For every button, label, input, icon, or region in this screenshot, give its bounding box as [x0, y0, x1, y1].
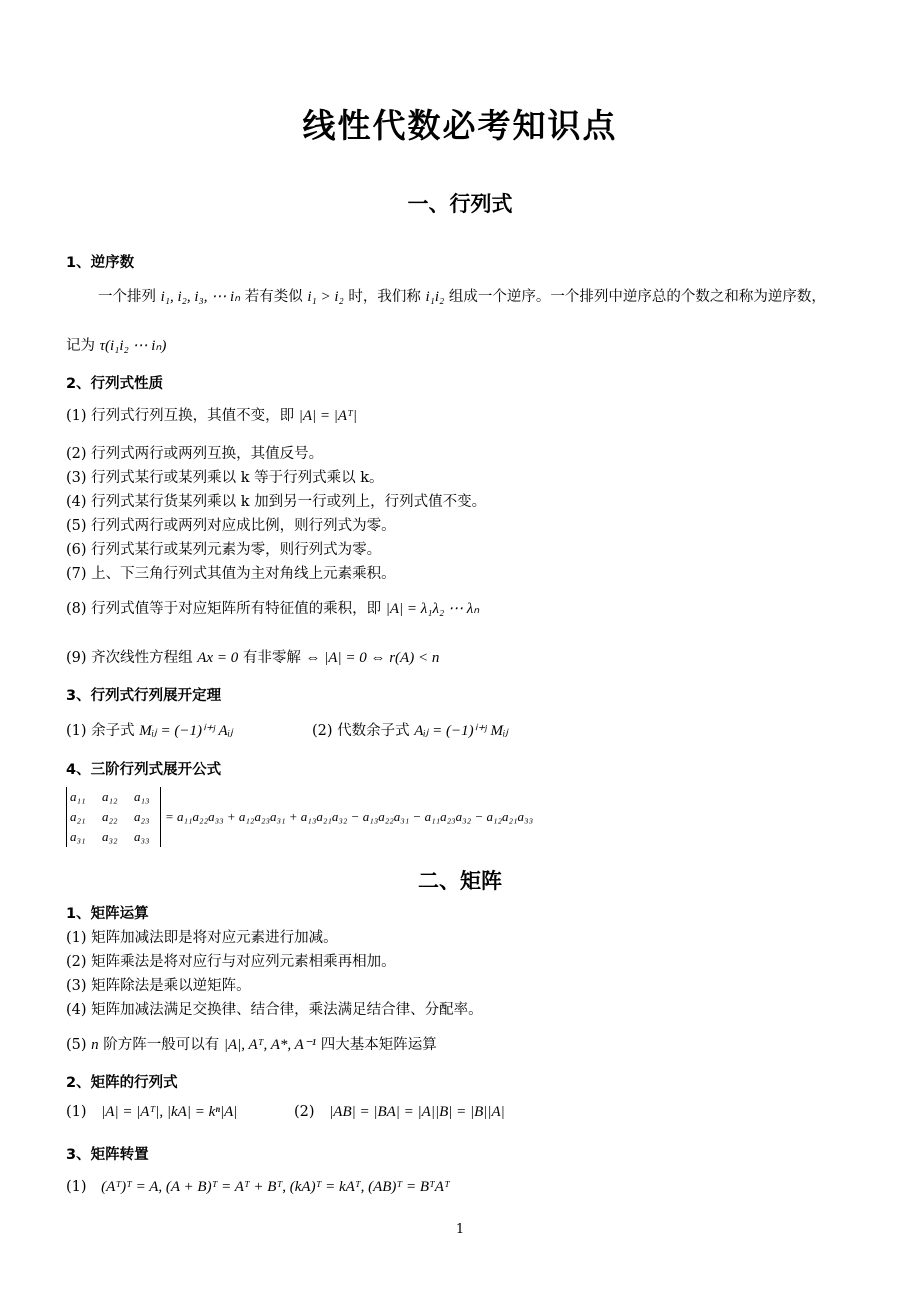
item-text: 矩阵加减法满足交换律、结合律，乘法满足结合律、分配率。 [91, 1002, 483, 1018]
item-number: (5) [66, 518, 87, 534]
item-text: 行列式值等于对应矩阵所有特征值的乘积，即 [91, 601, 382, 617]
formula-permutation: i₁, i₂, i₃, ⋯ iₙ [160, 289, 241, 305]
formula-minor: Mᵢⱼ = (−1)ⁱ⁺ʲ Aᵢⱼ [139, 723, 233, 739]
document-title: 线性代数必考知识点 [302, 106, 618, 145]
item-text: 代数余子式 [337, 723, 410, 739]
item-text: 行列式两行或两列互换，其值反号。 [91, 446, 324, 462]
formula-eigen-product: |A| = λ₁λ₂ ⋯ λₙ [385, 601, 480, 617]
formula-transpose: |A| = |Aᵀ| [298, 408, 358, 424]
item-number: (6) [66, 542, 87, 558]
heading-determinant-properties: 2、行列式性质 [66, 376, 164, 392]
property-item [66, 646, 439, 667]
property-item [66, 404, 357, 425]
formula-homogeneous: Ax = 0 [197, 650, 239, 666]
item-number: (8) [66, 601, 87, 617]
item-number: (4) [66, 1002, 87, 1018]
item-text: 矩阵除法是乘以逆矩阵。 [91, 978, 251, 994]
item-number: (1) [66, 1104, 87, 1120]
formula-condition: i₁ > i₂ [307, 289, 344, 305]
property-item [66, 597, 479, 618]
property-item [66, 466, 384, 487]
item-number: (2) [66, 446, 87, 462]
item-text: 上、下三角行列式其值为主对角线上元素乘积。 [91, 566, 396, 582]
item-number: (2) [312, 723, 333, 739]
text-segment: 记为 [66, 338, 95, 354]
text-segment: 一个排列 [98, 289, 156, 305]
item-text: 余子式 [91, 723, 135, 739]
item-number: (2) [294, 1104, 315, 1120]
item-text: 行列式某行或某列乘以 k 等于行列式乘以 k。 [91, 470, 384, 486]
formula-det-transpose-scalar: |A| = |Aᵀ|, |kA| = kⁿ|A| [101, 1104, 238, 1120]
heading-third-order-expansion: 4、三阶行列式展开公式 [66, 762, 222, 778]
item-number: (1) [66, 1179, 87, 1195]
heading-expansion-theorem: 3、行列式行列展开定理 [66, 688, 222, 704]
property-item [66, 442, 323, 463]
section-title-matrix: 二、矩阵 [418, 869, 502, 893]
matrix-entry: a₃₂ [102, 829, 118, 844]
text-segment: 时，我们称 [348, 289, 421, 305]
formula-cofactor: Aᵢⱼ = (−1)ⁱ⁺ʲ Mᵢⱼ [414, 723, 508, 739]
item-number: (4) [66, 494, 87, 510]
heading-inversion-number: 1、逆序数 [66, 255, 135, 271]
matrix-entry: a₃₁ [70, 829, 86, 844]
operation-item [66, 998, 483, 1019]
third-order-determinant [66, 787, 533, 847]
item-number: (7) [66, 566, 87, 582]
operation-item [66, 974, 251, 995]
matrix-entry: a₁₂ [102, 789, 118, 804]
page-number: 1 [455, 1222, 465, 1237]
matrix-entry: a₂₂ [102, 809, 118, 824]
cofactor-row [312, 719, 508, 740]
matrix-entry: a₁₃ [134, 789, 150, 804]
item-number: (3) [66, 470, 87, 486]
paragraph-inversion-definition [98, 285, 826, 306]
formula-det-product: |AB| = |BA| = |A||B| = |B||A| [329, 1104, 505, 1120]
matrix-entry: a₁₁ [70, 789, 86, 804]
item-text: 矩阵加减法即是将对应元素进行加减。 [91, 930, 338, 946]
item-text: 齐次线性方程组 [91, 650, 193, 666]
transpose-rules-row [66, 1179, 450, 1196]
item-number: (1) [66, 930, 87, 946]
formula-order-n: n [91, 1037, 99, 1053]
formula-transpose-rules: (Aᵀ)ᵀ = A, (A + B)ᵀ = Aᵀ + Bᵀ, (kA)ᵀ = kAᵀ, (AB)ᵀ = BᵀAᵀ [101, 1179, 450, 1195]
heading-matrix-operations: 1、矩阵运算 [66, 906, 149, 922]
item-text: 行列式某行货某列乘以 k 加到另一行或列上，行列式值不变。 [91, 494, 487, 510]
formula-basic-operations: |A|, Aᵀ, A*, A⁻¹ [223, 1037, 317, 1053]
heading-matrix-transpose: 3、矩阵转置 [66, 1147, 149, 1163]
item-text: 行列式行列互换，其值不变，即 [91, 408, 295, 424]
item-text: 行列式某行或某列元素为零，则行列式为零。 [91, 542, 382, 558]
formula-pair: i₁i₂ [425, 289, 445, 305]
matrix-entry: a₂₁ [70, 809, 86, 824]
operation-item [66, 926, 338, 947]
matrix-entry: a₂₃ [134, 809, 150, 824]
heading-matrix-determinant: 2、矩阵的行列式 [66, 1075, 178, 1091]
formula-tau: τ(i₁i₂ ⋯ iₙ) [99, 338, 167, 354]
operation-item [66, 950, 396, 971]
property-item [66, 490, 486, 511]
cofactor-row [66, 719, 233, 740]
item-text: 阶方阵一般可以有 [103, 1037, 220, 1053]
item-number: (5) [66, 1037, 87, 1053]
item-number: (3) [66, 978, 87, 994]
text-segment: 组成一个逆序。一个排列中逆序总的个数之和称为逆序数， [448, 289, 826, 305]
matrix-determinant-row [66, 1104, 237, 1121]
operation-item [66, 1033, 437, 1054]
text-segment: 若有类似 [244, 289, 303, 305]
item-number: (1) [66, 408, 87, 424]
property-item [66, 514, 396, 535]
item-number: (2) [66, 954, 87, 970]
formula-equivalence: ⇔ |A| = 0 ⇔ r(A) < n [305, 650, 440, 666]
item-text: 矩阵乘法是将对应行与对应列元素相乘再相加。 [91, 954, 396, 970]
section-title-determinant: 一、行列式 [407, 192, 513, 216]
property-item [66, 538, 381, 559]
item-text: 有非零解 [242, 650, 301, 666]
matrix-determinant-row [294, 1104, 505, 1121]
matrix-entry: a₃₃ [134, 829, 150, 844]
item-text: 行列式两行或两列对应成比例，则行列式为零。 [91, 518, 396, 534]
determinant-matrix [66, 787, 161, 847]
paragraph-inversion-notation [66, 334, 166, 355]
determinant-expansion: = a₁₁a₂₂a₃₃ + a₁₂a₂₃a₃₁ + a₁₃a₂₁a₃₂ − a₁₃a₂₂a₃₁ − a₁₁a₂₃a₃₂ − a₁₂a₂₁a₃₃ [165, 809, 534, 824]
item-number: (9) [66, 650, 87, 666]
item-text: 四大基本矩阵运算 [320, 1037, 437, 1053]
property-item [66, 562, 396, 583]
item-number: (1) [66, 723, 87, 739]
